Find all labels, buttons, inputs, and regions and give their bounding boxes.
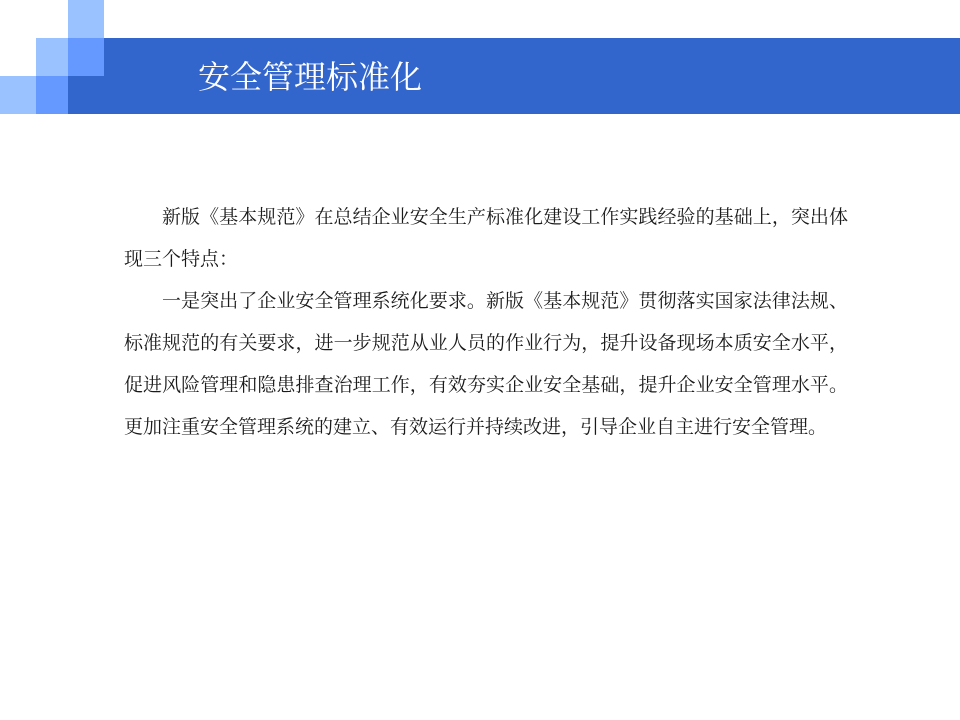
decorative-square xyxy=(36,76,68,114)
decorative-square xyxy=(68,0,104,38)
paragraph: 新版《基本规范》在总结企业安全生产标准化建设工作实践经验的基础上，突出体现三个特点： xyxy=(124,206,848,270)
slide-title: 安全管理标准化 xyxy=(198,58,423,96)
decorative-square xyxy=(0,76,36,114)
decorative-square xyxy=(36,38,68,76)
decorative-square xyxy=(68,76,104,114)
paragraph: 一是突出了企业安全管理系统化要求。新版《基本规范》贯彻落实国家法律法规、标准规范的有关要求，进一步规范从业人员的作业行为，提升设备现场本质安全水平，促进风险管理和隐患排查治理工作，有效夯实企业安全基础，提升企业安全管理水平。更加注重安全管理系统的建立、有效运行并持续改进，引导企业自主进行安全管理。 xyxy=(124,290,848,438)
slide-body xyxy=(124,196,848,448)
decorative-square xyxy=(68,38,104,76)
